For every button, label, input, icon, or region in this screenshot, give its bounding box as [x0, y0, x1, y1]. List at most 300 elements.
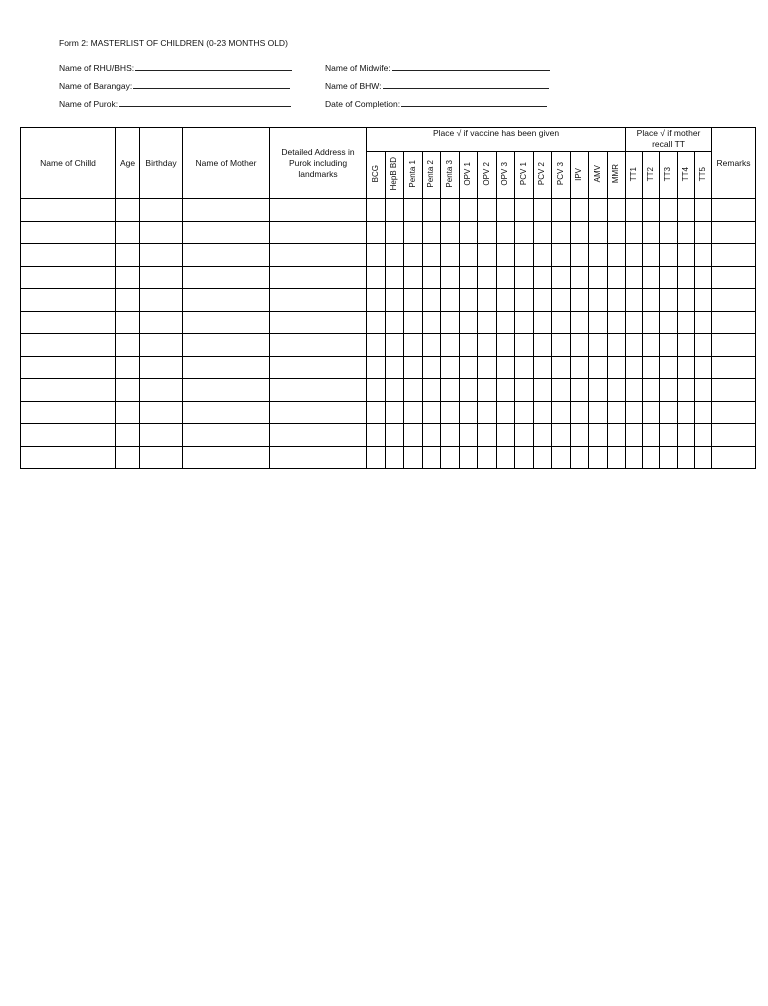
- table-cell[interactable]: [496, 221, 515, 244]
- table-cell[interactable]: [643, 334, 660, 357]
- fill-line[interactable]: [401, 98, 547, 107]
- table-cell[interactable]: [570, 311, 589, 334]
- table-cell[interactable]: [496, 446, 515, 469]
- table-cell[interactable]: [677, 379, 694, 402]
- table-cell[interactable]: [496, 266, 515, 289]
- table-cell[interactable]: [404, 289, 423, 312]
- table-cell[interactable]: [441, 424, 460, 447]
- table-cell[interactable]: [660, 356, 677, 379]
- table-cell[interactable]: [270, 379, 367, 402]
- table-cell[interactable]: [533, 424, 552, 447]
- table-cell[interactable]: [677, 266, 694, 289]
- table-cell[interactable]: [570, 289, 589, 312]
- table-cell[interactable]: [694, 266, 711, 289]
- table-cell[interactable]: [533, 379, 552, 402]
- table-cell[interactable]: [270, 199, 367, 222]
- table-cell[interactable]: [677, 446, 694, 469]
- table-cell[interactable]: [712, 199, 756, 222]
- table-cell[interactable]: [570, 356, 589, 379]
- table-cell[interactable]: [21, 289, 116, 312]
- table-cell[interactable]: [515, 356, 534, 379]
- table-cell[interactable]: [183, 446, 270, 469]
- table-cell[interactable]: [694, 244, 711, 267]
- table-cell[interactable]: [515, 221, 534, 244]
- table-cell[interactable]: [643, 356, 660, 379]
- table-cell[interactable]: [552, 379, 571, 402]
- table-cell[interactable]: [422, 356, 441, 379]
- table-cell[interactable]: [140, 289, 183, 312]
- table-cell[interactable]: [570, 401, 589, 424]
- table-cell[interactable]: [140, 446, 183, 469]
- table-cell[interactable]: [570, 221, 589, 244]
- table-cell[interactable]: [404, 221, 423, 244]
- table-cell[interactable]: [183, 334, 270, 357]
- table-cell[interactable]: [459, 424, 478, 447]
- table-cell[interactable]: [270, 356, 367, 379]
- table-cell[interactable]: [459, 446, 478, 469]
- table-cell[interactable]: [552, 356, 571, 379]
- table-cell[interactable]: [183, 244, 270, 267]
- table-cell[interactable]: [478, 334, 497, 357]
- table-cell[interactable]: [422, 311, 441, 334]
- table-cell[interactable]: [140, 379, 183, 402]
- table-cell[interactable]: [515, 424, 534, 447]
- table-cell[interactable]: [183, 401, 270, 424]
- field-barangay[interactable]: [59, 80, 290, 91]
- table-cell[interactable]: [643, 424, 660, 447]
- table-cell[interactable]: [533, 334, 552, 357]
- table-cell[interactable]: [367, 199, 386, 222]
- field-bhw[interactable]: [325, 80, 549, 91]
- table-cell[interactable]: [607, 379, 626, 402]
- table-cell[interactable]: [643, 379, 660, 402]
- table-cell[interactable]: [441, 221, 460, 244]
- field-midwife[interactable]: [325, 62, 550, 73]
- table-cell[interactable]: [496, 289, 515, 312]
- table-cell[interactable]: [140, 356, 183, 379]
- table-cell[interactable]: [712, 266, 756, 289]
- table-cell[interactable]: [404, 244, 423, 267]
- table-cell[interactable]: [533, 446, 552, 469]
- table-cell[interactable]: [533, 289, 552, 312]
- table-cell[interactable]: [694, 334, 711, 357]
- table-cell[interactable]: [270, 221, 367, 244]
- table-cell[interactable]: [496, 311, 515, 334]
- table-cell[interactable]: [660, 379, 677, 402]
- table-cell[interactable]: [21, 311, 116, 334]
- table-cell[interactable]: [422, 334, 441, 357]
- table-cell[interactable]: [496, 356, 515, 379]
- table-cell[interactable]: [552, 401, 571, 424]
- table-cell[interactable]: [116, 334, 140, 357]
- table-cell[interactable]: [140, 199, 183, 222]
- table-cell[interactable]: [496, 379, 515, 402]
- table-cell[interactable]: [643, 221, 660, 244]
- table-cell[interactable]: [21, 446, 116, 469]
- table-cell[interactable]: [570, 379, 589, 402]
- table-cell[interactable]: [607, 244, 626, 267]
- table-cell[interactable]: [116, 244, 140, 267]
- table-cell[interactable]: [459, 199, 478, 222]
- table-cell[interactable]: [515, 401, 534, 424]
- table-cell[interactable]: [570, 334, 589, 357]
- table-cell[interactable]: [677, 244, 694, 267]
- table-cell[interactable]: [589, 424, 608, 447]
- table-cell[interactable]: [270, 289, 367, 312]
- table-cell[interactable]: [712, 379, 756, 402]
- table-cell[interactable]: [385, 199, 404, 222]
- table-cell[interactable]: [367, 356, 386, 379]
- table-cell[interactable]: [626, 334, 643, 357]
- table-cell[interactable]: [459, 356, 478, 379]
- table-cell[interactable]: [385, 266, 404, 289]
- table-cell[interactable]: [589, 289, 608, 312]
- table-cell[interactable]: [385, 289, 404, 312]
- table-cell[interactable]: [589, 401, 608, 424]
- table-cell[interactable]: [626, 379, 643, 402]
- table-cell[interactable]: [677, 221, 694, 244]
- table-cell[interactable]: [626, 244, 643, 267]
- table-cell[interactable]: [441, 356, 460, 379]
- table-cell[interactable]: [441, 266, 460, 289]
- table-cell[interactable]: [478, 199, 497, 222]
- table-cell[interactable]: [570, 424, 589, 447]
- table-cell[interactable]: [140, 221, 183, 244]
- table-cell[interactable]: [694, 356, 711, 379]
- table-cell[interactable]: [441, 334, 460, 357]
- table-cell[interactable]: [589, 266, 608, 289]
- table-cell[interactable]: [385, 221, 404, 244]
- table-cell[interactable]: [677, 401, 694, 424]
- table-cell[interactable]: [385, 334, 404, 357]
- table-cell[interactable]: [515, 334, 534, 357]
- table-cell[interactable]: [140, 334, 183, 357]
- table-cell[interactable]: [515, 244, 534, 267]
- table-cell[interactable]: [607, 221, 626, 244]
- table-cell[interactable]: [367, 379, 386, 402]
- table-cell[interactable]: [660, 221, 677, 244]
- table-cell[interactable]: [116, 311, 140, 334]
- table-cell[interactable]: [422, 244, 441, 267]
- table-cell[interactable]: [183, 199, 270, 222]
- table-cell[interactable]: [589, 244, 608, 267]
- table-cell[interactable]: [626, 424, 643, 447]
- table-cell[interactable]: [626, 289, 643, 312]
- table-cell[interactable]: [441, 446, 460, 469]
- table-cell[interactable]: [533, 266, 552, 289]
- table-cell[interactable]: [367, 446, 386, 469]
- table-cell[interactable]: [367, 401, 386, 424]
- table-cell[interactable]: [140, 401, 183, 424]
- table-cell[interactable]: [116, 424, 140, 447]
- table-cell[interactable]: [515, 379, 534, 402]
- field-date-completion[interactable]: [325, 98, 547, 109]
- table-cell[interactable]: [677, 311, 694, 334]
- table-cell[interactable]: [552, 334, 571, 357]
- table-cell[interactable]: [643, 289, 660, 312]
- table-cell[interactable]: [385, 356, 404, 379]
- table-cell[interactable]: [422, 379, 441, 402]
- table-cell[interactable]: [677, 424, 694, 447]
- table-cell[interactable]: [660, 424, 677, 447]
- table-cell[interactable]: [533, 311, 552, 334]
- table-cell[interactable]: [712, 356, 756, 379]
- table-cell[interactable]: [116, 266, 140, 289]
- table-cell[interactable]: [270, 424, 367, 447]
- table-cell[interactable]: [552, 311, 571, 334]
- table-cell[interactable]: [694, 379, 711, 402]
- table-cell[interactable]: [496, 401, 515, 424]
- table-cell[interactable]: [367, 221, 386, 244]
- table-cell[interactable]: [116, 199, 140, 222]
- table-cell[interactable]: [367, 311, 386, 334]
- table-cell[interactable]: [116, 221, 140, 244]
- table-cell[interactable]: [478, 424, 497, 447]
- table-cell[interactable]: [367, 244, 386, 267]
- table-cell[interactable]: [183, 221, 270, 244]
- table-cell[interactable]: [422, 289, 441, 312]
- table-cell[interactable]: [589, 311, 608, 334]
- table-cell[interactable]: [270, 244, 367, 267]
- table-cell[interactable]: [694, 199, 711, 222]
- table-cell[interactable]: [643, 311, 660, 334]
- table-cell[interactable]: [441, 244, 460, 267]
- table-cell[interactable]: [496, 199, 515, 222]
- table-cell[interactable]: [140, 311, 183, 334]
- table-cell[interactable]: [21, 334, 116, 357]
- table-cell[interactable]: [21, 244, 116, 267]
- table-cell[interactable]: [533, 244, 552, 267]
- table-cell[interactable]: [552, 266, 571, 289]
- table-cell[interactable]: [183, 311, 270, 334]
- table-cell[interactable]: [404, 266, 423, 289]
- table-cell[interactable]: [478, 446, 497, 469]
- table-cell[interactable]: [385, 311, 404, 334]
- table-cell[interactable]: [385, 379, 404, 402]
- table-cell[interactable]: [478, 311, 497, 334]
- table-cell[interactable]: [404, 334, 423, 357]
- table-cell[interactable]: [404, 199, 423, 222]
- table-cell[interactable]: [533, 356, 552, 379]
- table-cell[interactable]: [694, 311, 711, 334]
- table-cell[interactable]: [643, 244, 660, 267]
- table-cell[interactable]: [694, 446, 711, 469]
- table-cell[interactable]: [607, 446, 626, 469]
- table-cell[interactable]: [459, 266, 478, 289]
- table-cell[interactable]: [422, 199, 441, 222]
- table-cell[interactable]: [694, 221, 711, 244]
- table-cell[interactable]: [21, 356, 116, 379]
- table-cell[interactable]: [589, 334, 608, 357]
- table-cell[interactable]: [660, 289, 677, 312]
- table-cell[interactable]: [607, 334, 626, 357]
- table-cell[interactable]: [404, 424, 423, 447]
- table-cell[interactable]: [478, 266, 497, 289]
- table-cell[interactable]: [643, 266, 660, 289]
- table-cell[interactable]: [626, 311, 643, 334]
- table-cell[interactable]: [712, 311, 756, 334]
- table-cell[interactable]: [589, 221, 608, 244]
- table-cell[interactable]: [422, 221, 441, 244]
- table-cell[interactable]: [270, 266, 367, 289]
- table-cell[interactable]: [478, 379, 497, 402]
- table-cell[interactable]: [626, 266, 643, 289]
- table-cell[interactable]: [21, 424, 116, 447]
- table-cell[interactable]: [712, 244, 756, 267]
- table-cell[interactable]: [496, 424, 515, 447]
- table-cell[interactable]: [570, 244, 589, 267]
- table-cell[interactable]: [626, 199, 643, 222]
- table-cell[interactable]: [367, 334, 386, 357]
- table-cell[interactable]: [677, 199, 694, 222]
- table-cell[interactable]: [270, 334, 367, 357]
- table-cell[interactable]: [478, 356, 497, 379]
- table-cell[interactable]: [660, 446, 677, 469]
- table-cell[interactable]: [496, 334, 515, 357]
- table-cell[interactable]: [660, 334, 677, 357]
- table-cell[interactable]: [607, 424, 626, 447]
- table-cell[interactable]: [422, 401, 441, 424]
- table-cell[interactable]: [367, 289, 386, 312]
- fill-line[interactable]: [135, 62, 292, 71]
- table-cell[interactable]: [478, 401, 497, 424]
- table-cell[interactable]: [183, 424, 270, 447]
- table-cell[interactable]: [589, 446, 608, 469]
- table-cell[interactable]: [270, 446, 367, 469]
- table-cell[interactable]: [660, 266, 677, 289]
- table-cell[interactable]: [21, 401, 116, 424]
- table-cell[interactable]: [643, 446, 660, 469]
- table-cell[interactable]: [478, 244, 497, 267]
- table-cell[interactable]: [183, 289, 270, 312]
- table-cell[interactable]: [607, 199, 626, 222]
- table-cell[interactable]: [515, 289, 534, 312]
- table-cell[interactable]: [660, 244, 677, 267]
- table-cell[interactable]: [116, 356, 140, 379]
- table-cell[interactable]: [712, 221, 756, 244]
- table-cell[interactable]: [422, 446, 441, 469]
- table-cell[interactable]: [677, 356, 694, 379]
- table-cell[interactable]: [589, 379, 608, 402]
- table-cell[interactable]: [441, 311, 460, 334]
- table-cell[interactable]: [570, 199, 589, 222]
- table-cell[interactable]: [140, 424, 183, 447]
- fill-line[interactable]: [383, 80, 549, 89]
- table-cell[interactable]: [385, 446, 404, 469]
- table-cell[interactable]: [677, 289, 694, 312]
- table-cell[interactable]: [694, 401, 711, 424]
- table-cell[interactable]: [441, 289, 460, 312]
- table-cell[interactable]: [21, 221, 116, 244]
- table-cell[interactable]: [533, 401, 552, 424]
- table-cell[interactable]: [385, 401, 404, 424]
- table-cell[interactable]: [570, 446, 589, 469]
- table-cell[interactable]: [404, 401, 423, 424]
- table-cell[interactable]: [694, 424, 711, 447]
- table-cell[interactable]: [422, 424, 441, 447]
- table-cell[interactable]: [116, 446, 140, 469]
- table-cell[interactable]: [515, 266, 534, 289]
- table-cell[interactable]: [589, 356, 608, 379]
- table-cell[interactable]: [660, 311, 677, 334]
- table-cell[interactable]: [183, 266, 270, 289]
- table-cell[interactable]: [459, 311, 478, 334]
- table-cell[interactable]: [21, 379, 116, 402]
- table-cell[interactable]: [367, 266, 386, 289]
- table-cell[interactable]: [570, 266, 589, 289]
- table-cell[interactable]: [712, 401, 756, 424]
- table-cell[interactable]: [459, 401, 478, 424]
- table-cell[interactable]: [643, 401, 660, 424]
- table-cell[interactable]: [694, 289, 711, 312]
- table-cell[interactable]: [441, 199, 460, 222]
- table-cell[interactable]: [140, 244, 183, 267]
- table-cell[interactable]: [270, 311, 367, 334]
- table-cell[interactable]: [552, 199, 571, 222]
- fill-line[interactable]: [133, 80, 290, 89]
- table-cell[interactable]: [552, 424, 571, 447]
- table-cell[interactable]: [607, 356, 626, 379]
- table-cell[interactable]: [478, 289, 497, 312]
- table-cell[interactable]: [552, 244, 571, 267]
- table-cell[interactable]: [552, 446, 571, 469]
- table-cell[interactable]: [515, 446, 534, 469]
- table-cell[interactable]: [712, 446, 756, 469]
- table-cell[interactable]: [404, 379, 423, 402]
- table-cell[interactable]: [607, 266, 626, 289]
- field-rhu-bhs[interactable]: [59, 62, 292, 73]
- table-cell[interactable]: [459, 289, 478, 312]
- table-cell[interactable]: [496, 244, 515, 267]
- table-cell[interactable]: [21, 266, 116, 289]
- table-cell[interactable]: [441, 401, 460, 424]
- table-cell[interactable]: [677, 334, 694, 357]
- table-cell[interactable]: [459, 244, 478, 267]
- table-cell[interactable]: [367, 424, 386, 447]
- table-cell[interactable]: [626, 401, 643, 424]
- table-cell[interactable]: [607, 401, 626, 424]
- table-cell[interactable]: [183, 356, 270, 379]
- table-cell[interactable]: [552, 289, 571, 312]
- table-cell[interactable]: [660, 199, 677, 222]
- table-cell[interactable]: [441, 379, 460, 402]
- table-cell[interactable]: [116, 379, 140, 402]
- table-cell[interactable]: [422, 266, 441, 289]
- table-cell[interactable]: [589, 199, 608, 222]
- table-cell[interactable]: [404, 446, 423, 469]
- fill-line[interactable]: [119, 98, 291, 107]
- table-cell[interactable]: [515, 311, 534, 334]
- table-cell[interactable]: [607, 311, 626, 334]
- table-cell[interactable]: [270, 401, 367, 424]
- table-cell[interactable]: [626, 446, 643, 469]
- table-cell[interactable]: [116, 401, 140, 424]
- table-cell[interactable]: [21, 199, 116, 222]
- table-cell[interactable]: [660, 401, 677, 424]
- fill-line[interactable]: [392, 62, 550, 71]
- table-cell[interactable]: [712, 334, 756, 357]
- table-cell[interactable]: [533, 199, 552, 222]
- table-cell[interactable]: [140, 266, 183, 289]
- table-cell[interactable]: [712, 289, 756, 312]
- table-cell[interactable]: [404, 311, 423, 334]
- table-cell[interactable]: [626, 356, 643, 379]
- table-cell[interactable]: [459, 334, 478, 357]
- table-cell[interactable]: [183, 379, 270, 402]
- table-cell[interactable]: [478, 221, 497, 244]
- table-cell[interactable]: [643, 199, 660, 222]
- table-cell[interactable]: [404, 356, 423, 379]
